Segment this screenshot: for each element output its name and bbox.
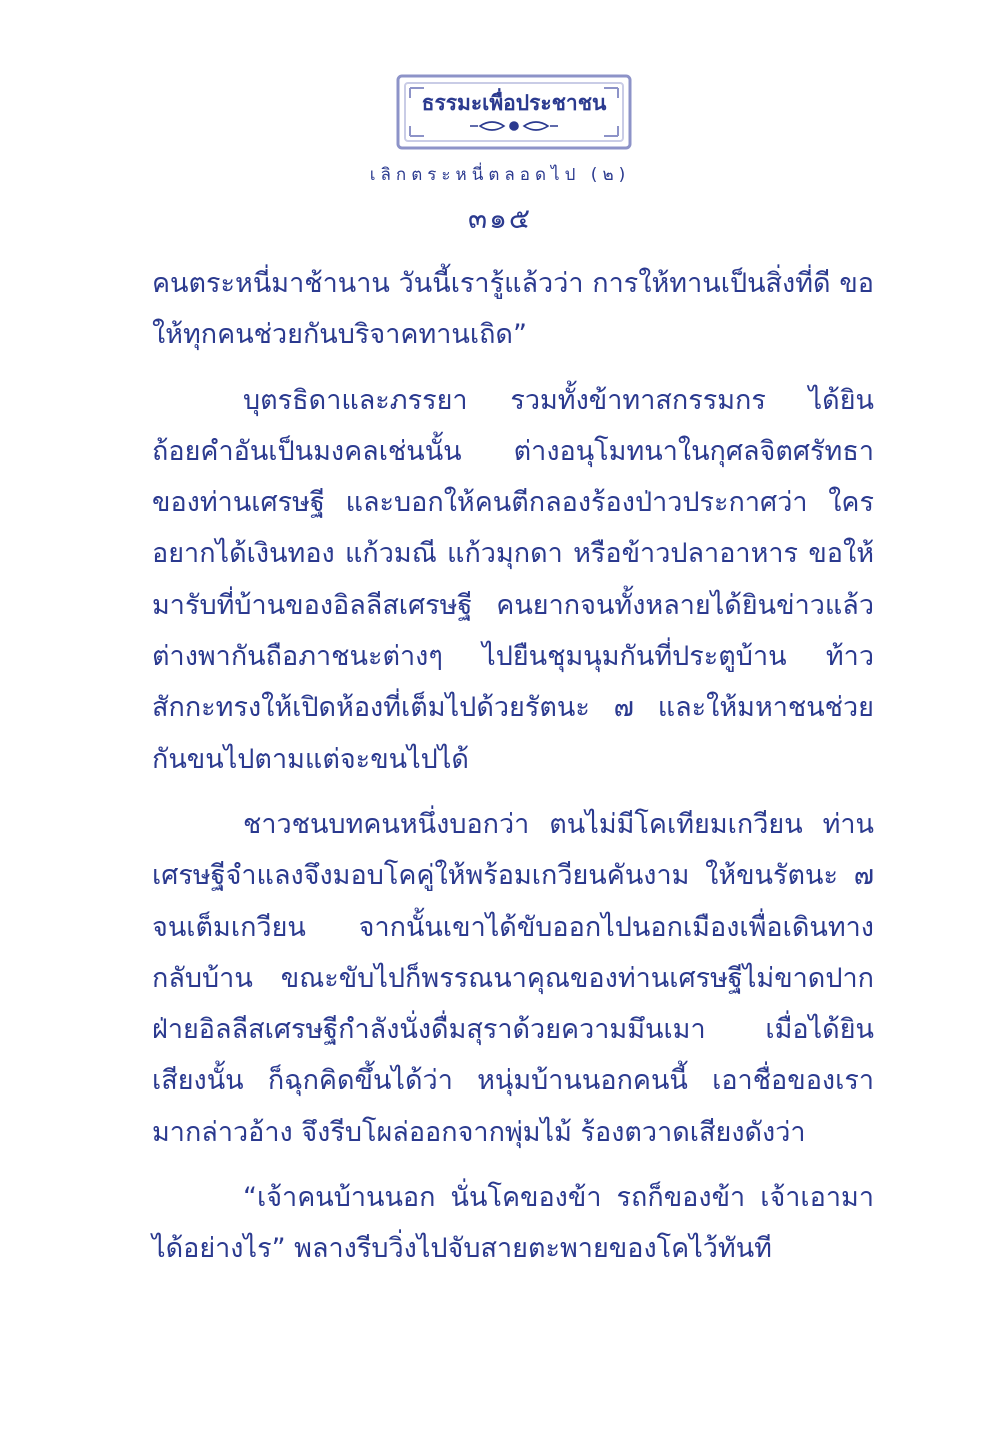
body-text <box>152 258 874 1275</box>
paragraph-2: บุตรธิดาและภรรยา รวมทั้งข้าทาสกรรมกร ได้ยินถ้อยคำอันเป็นมงคลเช่นนั้น ต่างอนุโมทนาในกุศลจิตศรัทธาของท่านเศรษฐี และบอกให้คนตีกลองร้องป่าวประกาศว่า ใครอยากได้เงินทอง แก้วมณี แก้วมุกดา หรือข้าวปลาอาหาร ขอให้มารับที่บ้านของอิลลีสเศรษฐี คนยากจนทั้งหลายได้ยินข่าวแล้ว ต่างพากันถือภาชนะต่างๆ ไปยืนชุมนุมกันที่ประตูบ้าน ท้าวสักกะทรงให้เปิดห้องที่เต็มไปด้วยรัตนะ ๗ และให้มหาชนช่วยกันขนไปตามแต่จะขนไปได้ <box>152 384 874 775</box>
paragraph-1: คนตระหนี่มาช้านาน วันนี้เรารู้แล้วว่า การให้ทานเป็นสิ่งที่ดี ขอให้ทุกคนช่วยกันบริจาคทานเถิด” <box>152 268 874 351</box>
paragraph-4: “เจ้าคนบ้านนอก นั่นโคของข้า รถก็ของข้า เจ้าเอามาได้อย่างไร” พลางรีบวิ่งไปจับสายตะพายของโคไว้ทันที <box>152 1182 874 1265</box>
logo-text: ธรรมะเพื่อประชาชน <box>421 91 607 115</box>
running-title: เลิกตระหนี่ตลอดไป (๒) <box>369 165 631 185</box>
logo-frame-icon <box>396 74 632 150</box>
page-number: ๓๑๕ <box>467 202 533 235</box>
paragraph-3: ชาวชนบทคนหนึ่งบอกว่า ตนไม่มีโคเทียมเกวียน ท่านเศรษฐีจำแลงจึงมอบโคคู่ให้พร้อมเกวียนคันงาม ให้ขนรัตนะ ๗ จนเต็มเกวียน จากนั้นเขาได้ขับออกไปนอกเมืองเพื่อเดินทางกลับบ้าน ขณะขับไปก็พรรณนาคุณของท่านเศรษฐีไม่ขาดปาก ฝ่ายอิลลีสเศรษฐีกำลังนั่งดื่มสุราด้วยความมึนเมา เมื่อได้ยินเสียงนั้น ก็ฉุกคิดขึ้นได้ว่า หนุ่มบ้านนอกคนนี้ เอาชื่อของเรามากล่าวอ้าง จึงรีบโผล่ออกจากพุ่มไม้ ร้องตวาดเสียงดังว่า <box>152 808 874 1148</box>
book-logo <box>396 74 632 150</box>
